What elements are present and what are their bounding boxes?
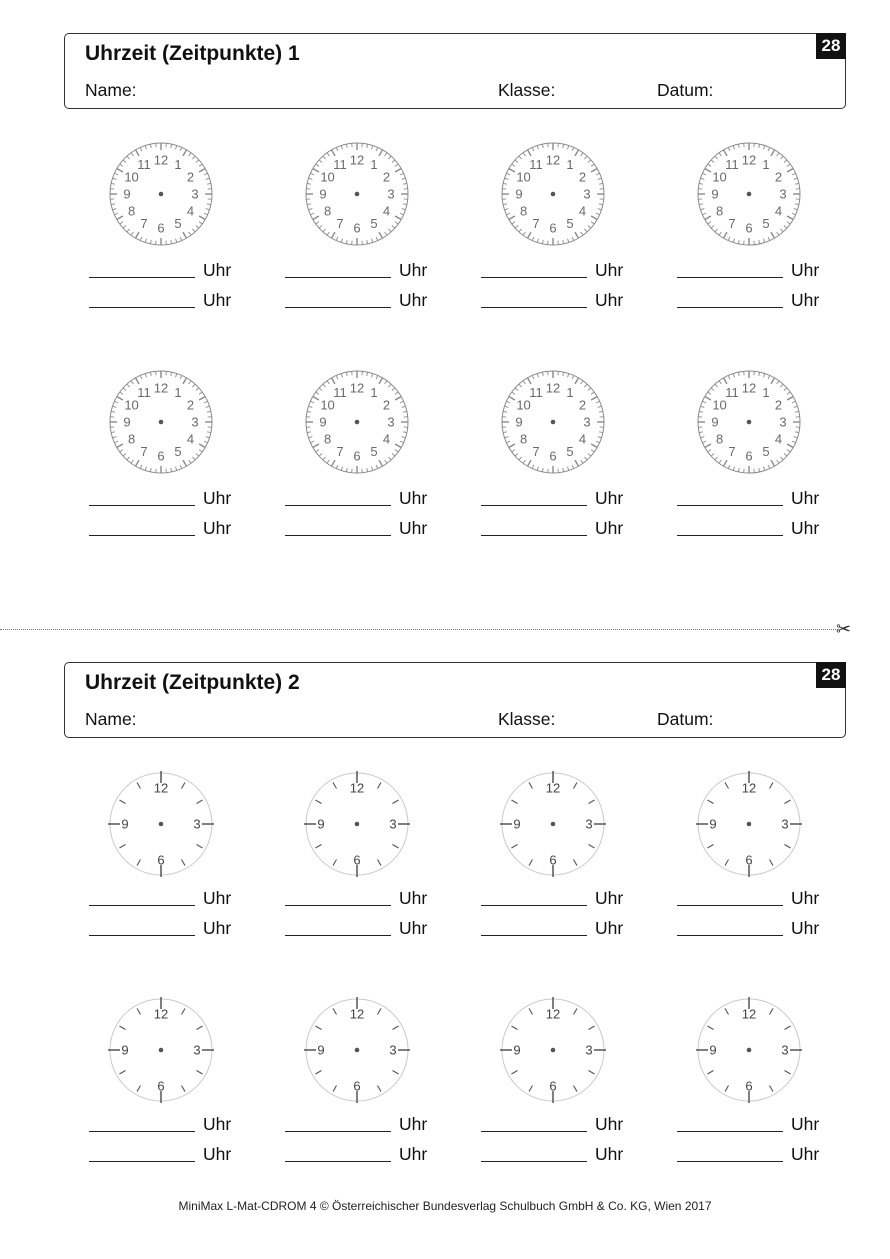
unit-label: Uhr xyxy=(399,888,428,908)
unit-label: Uhr xyxy=(203,1144,232,1164)
clock-numeral: 6 xyxy=(745,220,753,236)
clock-numeral: 3 xyxy=(389,816,397,832)
clock-numeral: 7 xyxy=(336,443,344,459)
clock-numeral: 10 xyxy=(712,397,727,413)
clock-numeral: 9 xyxy=(123,186,131,202)
clock-numeral: 2 xyxy=(578,397,587,413)
answer-line[interactable] xyxy=(677,505,783,506)
name-label-2: Name: xyxy=(85,709,137,729)
answer-line[interactable] xyxy=(481,1161,587,1162)
time-answer-field[interactable] xyxy=(677,514,823,536)
clock-numeral: 6 xyxy=(745,448,753,464)
answer-line[interactable] xyxy=(481,905,587,906)
clock-numeral: 3 xyxy=(387,414,395,430)
clock-numeral: 9 xyxy=(319,414,327,430)
clock-numeral: 6 xyxy=(549,448,557,464)
clock-numeral: 12 xyxy=(741,152,757,168)
time-answer-field[interactable] xyxy=(481,286,627,308)
clock-numeral: 4 xyxy=(382,431,391,447)
clock-numeral: 12 xyxy=(153,780,169,796)
unit-label: Uhr xyxy=(399,1114,428,1134)
clock-numeral: 2 xyxy=(578,169,587,185)
answer-line[interactable] xyxy=(481,1131,587,1132)
clock-face xyxy=(107,996,215,1104)
clock-numeral: 4 xyxy=(774,203,783,219)
clock-numeral: 8 xyxy=(715,431,724,447)
clock-numeral: 7 xyxy=(532,215,540,231)
clock-numeral: 11 xyxy=(333,157,347,173)
time-answer-field[interactable] xyxy=(285,884,431,906)
clock-numeral: 12 xyxy=(153,152,169,168)
clock-numeral: 5 xyxy=(174,215,182,231)
clock-numeral: 9 xyxy=(709,816,717,832)
answer-line[interactable] xyxy=(677,277,783,278)
clock-numeral: 6 xyxy=(157,220,165,236)
time-answer-field[interactable] xyxy=(285,484,431,506)
cut-line xyxy=(0,629,838,630)
clock-numeral: 3 xyxy=(779,414,787,430)
clock-numeral: 1 xyxy=(370,385,378,401)
clock-face xyxy=(695,770,803,878)
page-number-badge-2: 28 xyxy=(816,662,846,688)
time-answer-field[interactable] xyxy=(677,914,823,936)
clock-numeral: 6 xyxy=(353,1078,361,1094)
unit-label: Uhr xyxy=(203,290,232,310)
clock-numeral: 8 xyxy=(323,203,332,219)
answer-line[interactable] xyxy=(677,307,783,308)
clock-numeral: 5 xyxy=(762,443,770,459)
worksheet-1-header xyxy=(64,33,846,109)
answer-line[interactable] xyxy=(481,277,587,278)
clock-numeral: 2 xyxy=(382,169,391,185)
time-answer-field[interactable] xyxy=(481,914,627,936)
time-answer-field[interactable] xyxy=(285,256,431,278)
clock-numeral: 3 xyxy=(583,186,591,202)
clock-numeral: 4 xyxy=(578,203,587,219)
unit-label: Uhr xyxy=(203,488,232,508)
time-answer-field[interactable] xyxy=(677,256,823,278)
name-label-1: Name: xyxy=(85,80,137,100)
clock-face xyxy=(107,368,215,476)
clock-numeral: 9 xyxy=(515,186,523,202)
clock-numeral: 9 xyxy=(515,414,523,430)
clock-face xyxy=(107,140,215,248)
unit-label: Uhr xyxy=(791,290,820,310)
clock-numeral: 1 xyxy=(174,385,182,401)
clock-numeral: 12 xyxy=(349,152,365,168)
clock-numeral: 11 xyxy=(137,157,151,173)
clock-numeral: 12 xyxy=(349,380,365,396)
answer-line[interactable] xyxy=(89,277,195,278)
answer-line[interactable] xyxy=(677,935,783,936)
clock-face xyxy=(695,140,803,248)
time-answer-field[interactable] xyxy=(89,1140,235,1162)
clock-numeral: 12 xyxy=(741,1006,757,1022)
time-answer-field[interactable] xyxy=(285,1140,431,1162)
clock-numeral: 7 xyxy=(728,443,736,459)
clock-numeral: 12 xyxy=(545,1006,561,1022)
clock-numeral: 7 xyxy=(140,443,148,459)
clock-numeral: 2 xyxy=(774,397,783,413)
answer-line[interactable] xyxy=(89,905,195,906)
answer-line[interactable] xyxy=(285,905,391,906)
answer-line[interactable] xyxy=(285,535,391,536)
class-label-1: Klasse: xyxy=(498,80,556,100)
clock-numeral: 3 xyxy=(781,1042,789,1058)
copyright-footer: MiniMax L-Mat-CDROM 4 © Österreichischer Bundesverlag Schulbuch GmbH & Co. KG, Wien 2017 xyxy=(178,1199,712,1213)
clock-numeral: 3 xyxy=(389,1042,397,1058)
clock-face xyxy=(107,770,215,878)
time-answer-field[interactable] xyxy=(677,484,823,506)
answer-line[interactable] xyxy=(285,277,391,278)
time-answer-field[interactable] xyxy=(89,484,235,506)
clock-numeral: 9 xyxy=(121,1042,129,1058)
clock-numeral: 5 xyxy=(370,443,378,459)
answer-line[interactable] xyxy=(285,307,391,308)
clock-numeral: 9 xyxy=(711,186,719,202)
answer-line[interactable] xyxy=(677,1131,783,1132)
unit-label: Uhr xyxy=(203,1114,232,1134)
clock-numeral: 12 xyxy=(153,380,169,396)
clock-numeral: 9 xyxy=(513,1042,521,1058)
clock-numeral: 5 xyxy=(566,443,574,459)
answer-line[interactable] xyxy=(677,535,783,536)
clock-numeral: 2 xyxy=(382,397,391,413)
clock-numeral: 3 xyxy=(585,1042,593,1058)
clock-face xyxy=(499,368,607,476)
clock-numeral: 9 xyxy=(121,816,129,832)
time-answer-field[interactable] xyxy=(285,1110,431,1132)
clock-numeral: 4 xyxy=(186,203,195,219)
clock-numeral: 4 xyxy=(382,203,391,219)
clock-numeral: 3 xyxy=(779,186,787,202)
clock-numeral: 3 xyxy=(583,414,591,430)
time-answer-field[interactable] xyxy=(285,514,431,536)
clock-face xyxy=(695,368,803,476)
clock-numeral: 12 xyxy=(741,780,757,796)
class-label-2: Klasse: xyxy=(498,709,556,729)
clock-numeral: 11 xyxy=(725,157,739,173)
unit-label: Uhr xyxy=(791,518,820,538)
unit-label: Uhr xyxy=(203,260,232,280)
unit-label: Uhr xyxy=(595,290,624,310)
clock-numeral: 10 xyxy=(712,169,727,185)
answer-line[interactable] xyxy=(89,505,195,506)
clock-numeral: 9 xyxy=(513,816,521,832)
clock-numeral: 1 xyxy=(566,385,574,401)
clock-numeral: 8 xyxy=(519,203,528,219)
clock-face xyxy=(499,140,607,248)
time-answer-field[interactable] xyxy=(481,884,627,906)
clock-face xyxy=(303,140,411,248)
unit-label: Uhr xyxy=(595,888,624,908)
clock-numeral: 3 xyxy=(585,816,593,832)
unit-label: Uhr xyxy=(399,918,428,938)
unit-label: Uhr xyxy=(595,488,624,508)
time-answer-field[interactable] xyxy=(481,1110,627,1132)
unit-label: Uhr xyxy=(595,260,624,280)
clock-numeral: 8 xyxy=(127,431,136,447)
unit-label: Uhr xyxy=(399,488,428,508)
clock-numeral: 3 xyxy=(387,186,395,202)
answer-line[interactable] xyxy=(677,1161,783,1162)
clock-numeral: 8 xyxy=(519,431,528,447)
time-answer-field[interactable] xyxy=(677,1110,823,1132)
date-label-1: Datum: xyxy=(657,80,714,100)
time-answer-field[interactable] xyxy=(481,484,627,506)
clock-numeral: 6 xyxy=(549,852,557,868)
clock-numeral: 5 xyxy=(174,443,182,459)
unit-label: Uhr xyxy=(203,888,232,908)
unit-label: Uhr xyxy=(595,518,624,538)
clock-numeral: 6 xyxy=(353,448,361,464)
clock-numeral: 9 xyxy=(709,1042,717,1058)
clock-numeral: 9 xyxy=(319,186,327,202)
clock-numeral: 7 xyxy=(336,215,344,231)
answer-line[interactable] xyxy=(285,1131,391,1132)
clock-numeral: 4 xyxy=(578,431,587,447)
clock-numeral: 8 xyxy=(715,203,724,219)
unit-label: Uhr xyxy=(399,518,428,538)
clock-numeral: 6 xyxy=(549,220,557,236)
answer-line[interactable] xyxy=(285,505,391,506)
clock-numeral: 12 xyxy=(545,780,561,796)
answer-line[interactable] xyxy=(285,935,391,936)
clock-face xyxy=(695,996,803,1104)
clock-face xyxy=(303,996,411,1104)
clock-face xyxy=(499,996,607,1104)
time-answer-field[interactable] xyxy=(677,884,823,906)
clock-numeral: 8 xyxy=(323,431,332,447)
answer-line[interactable] xyxy=(89,535,195,536)
page-number-badge-1: 28 xyxy=(816,33,846,59)
time-answer-field[interactable] xyxy=(89,914,235,936)
answer-line[interactable] xyxy=(481,935,587,936)
clock-numeral: 3 xyxy=(191,414,199,430)
time-answer-field[interactable] xyxy=(481,514,627,536)
clock-numeral: 5 xyxy=(370,215,378,231)
clock-numeral: 7 xyxy=(532,443,540,459)
clock-numeral: 11 xyxy=(529,157,543,173)
clock-numeral: 10 xyxy=(516,397,531,413)
unit-label: Uhr xyxy=(791,888,820,908)
clock-face xyxy=(303,770,411,878)
clock-numeral: 2 xyxy=(186,169,195,185)
date-label-2: Datum: xyxy=(657,709,714,729)
clock-numeral: 2 xyxy=(186,397,195,413)
unit-label: Uhr xyxy=(791,1114,820,1134)
clock-numeral: 6 xyxy=(353,852,361,868)
clock-numeral: 10 xyxy=(320,169,335,185)
answer-line[interactable] xyxy=(89,1131,195,1132)
time-answer-field[interactable] xyxy=(89,884,235,906)
time-answer-field[interactable] xyxy=(481,256,627,278)
clock-numeral: 11 xyxy=(333,385,347,401)
clock-numeral: 11 xyxy=(137,385,151,401)
clock-numeral: 1 xyxy=(566,157,574,173)
clock-numeral: 10 xyxy=(516,169,531,185)
time-answer-field[interactable] xyxy=(677,1140,823,1162)
clock-numeral: 7 xyxy=(140,215,148,231)
clock-numeral: 1 xyxy=(174,157,182,173)
clock-numeral: 6 xyxy=(549,1078,557,1094)
clock-numeral: 3 xyxy=(193,816,201,832)
unit-label: Uhr xyxy=(791,260,820,280)
clock-numeral: 12 xyxy=(349,1006,365,1022)
unit-label: Uhr xyxy=(791,488,820,508)
clock-face xyxy=(499,770,607,878)
unit-label: Uhr xyxy=(791,918,820,938)
worksheet-2-header xyxy=(64,662,846,738)
clock-numeral: 4 xyxy=(186,431,195,447)
clock-numeral: 10 xyxy=(124,169,139,185)
unit-label: Uhr xyxy=(399,290,428,310)
answer-line[interactable] xyxy=(285,1161,391,1162)
answer-line[interactable] xyxy=(89,935,195,936)
clock-numeral: 1 xyxy=(762,157,770,173)
clock-numeral: 10 xyxy=(124,397,139,413)
time-answer-field[interactable] xyxy=(285,914,431,936)
clock-numeral: 9 xyxy=(317,1042,325,1058)
clock-numeral: 9 xyxy=(711,414,719,430)
answer-line[interactable] xyxy=(89,307,195,308)
clock-numeral: 7 xyxy=(728,215,736,231)
clock-numeral: 12 xyxy=(741,380,757,396)
clock-numeral: 3 xyxy=(781,816,789,832)
clock-numeral: 11 xyxy=(725,385,739,401)
time-answer-field[interactable] xyxy=(89,514,235,536)
worksheet-2-title: Uhrzeit (Zeitpunkte) 2 xyxy=(85,671,300,694)
unit-label: Uhr xyxy=(595,1144,624,1164)
clock-numeral: 4 xyxy=(774,431,783,447)
clock-numeral: 5 xyxy=(566,215,574,231)
unit-label: Uhr xyxy=(791,1144,820,1164)
unit-label: Uhr xyxy=(595,1114,624,1134)
time-answer-field[interactable] xyxy=(481,1140,627,1162)
unit-label: Uhr xyxy=(399,260,428,280)
clock-numeral: 1 xyxy=(762,385,770,401)
clock-numeral: 12 xyxy=(153,1006,169,1022)
clock-numeral: 3 xyxy=(193,1042,201,1058)
clock-face xyxy=(303,368,411,476)
time-answer-field[interactable] xyxy=(677,286,823,308)
answer-line[interactable] xyxy=(677,905,783,906)
clock-numeral: 6 xyxy=(745,852,753,868)
answer-line[interactable] xyxy=(89,1161,195,1162)
clock-numeral: 11 xyxy=(529,385,543,401)
answer-line[interactable] xyxy=(481,307,587,308)
time-answer-field[interactable] xyxy=(89,256,235,278)
time-answer-field[interactable] xyxy=(285,286,431,308)
unit-label: Uhr xyxy=(203,918,232,938)
clock-numeral: 2 xyxy=(774,169,783,185)
clock-numeral: 8 xyxy=(127,203,136,219)
clock-numeral: 9 xyxy=(123,414,131,430)
clock-numeral: 3 xyxy=(191,186,199,202)
clock-numeral: 12 xyxy=(545,152,561,168)
time-answer-field[interactable] xyxy=(89,286,235,308)
unit-label: Uhr xyxy=(203,518,232,538)
time-answer-field[interactable] xyxy=(89,1110,235,1132)
clock-numeral: 6 xyxy=(157,852,165,868)
clock-numeral: 10 xyxy=(320,397,335,413)
clock-numeral: 5 xyxy=(762,215,770,231)
clock-numeral: 1 xyxy=(370,157,378,173)
unit-label: Uhr xyxy=(595,918,624,938)
clock-numeral: 12 xyxy=(545,380,561,396)
clock-numeral: 6 xyxy=(157,1078,165,1094)
unit-label: Uhr xyxy=(399,1144,428,1164)
clock-numeral: 6 xyxy=(157,448,165,464)
scissors-icon: ✂ xyxy=(836,619,852,639)
answer-line[interactable] xyxy=(481,535,587,536)
clock-numeral: 6 xyxy=(353,220,361,236)
clock-numeral: 9 xyxy=(317,816,325,832)
answer-line[interactable] xyxy=(481,505,587,506)
clock-numeral: 6 xyxy=(745,1078,753,1094)
clock-numeral: 12 xyxy=(349,780,365,796)
worksheet-1-title: Uhrzeit (Zeitpunkte) 1 xyxy=(85,42,300,65)
